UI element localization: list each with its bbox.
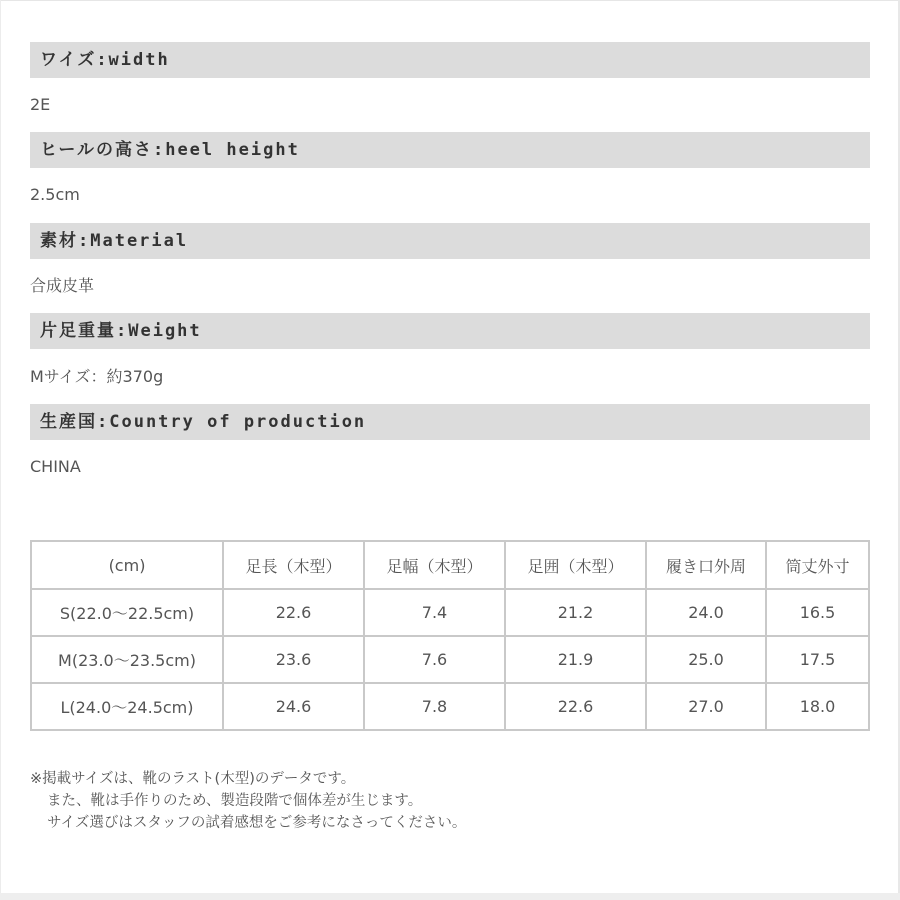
size-table-cell: 27.0: [647, 684, 767, 729]
spec-header-country: 生産国:Country of production: [30, 404, 870, 440]
size-table-header-cell: 足幅（木型）: [365, 542, 506, 590]
spec-header-heel-height: ヒールの高さ:heel height: [30, 132, 870, 168]
frame-bottom-strip: [0, 893, 900, 900]
size-label-cell: S(22.0～22.5cm): [32, 590, 224, 637]
spec-value-material: 合成皮革: [30, 276, 95, 295]
size-table-row: [32, 684, 868, 729]
size-table-cell: 21.2: [506, 590, 647, 637]
size-table-header-cell: (cm): [32, 542, 224, 590]
size-table-header-row: [32, 542, 868, 590]
frame-left-border: [0, 0, 1, 900]
spec-header-material: 素材:Material: [30, 223, 870, 259]
size-table-cell: 22.6: [506, 684, 647, 729]
size-table-cell: 16.5: [767, 590, 868, 637]
size-label-cell: L(24.0～24.5cm): [32, 684, 224, 729]
size-table-cell: 24.6: [224, 684, 365, 729]
note-line: また、靴は手作りのため、製造段階で個体差が生じます。: [47, 793, 423, 809]
size-table-cell: 24.0: [647, 590, 767, 637]
size-notes: [30, 768, 466, 834]
spec-value-weight: Mサイズ：約370g: [30, 367, 164, 386]
size-table-cell: 25.0: [647, 637, 767, 684]
note-line: ※掲載サイズは、靴のラスト(木型)のデータです。: [30, 771, 356, 787]
size-table-header-cell: 履き口外周: [647, 542, 767, 590]
size-table-cell: 18.0: [799, 697, 836, 716]
size-table-cell: 7.4: [365, 590, 506, 637]
note-line: サイズ選びはスタッフの試着感想をご参考になさってください。: [47, 815, 467, 831]
spec-header-width: ワイズ:width: [30, 42, 870, 78]
size-table-cell: 21.9: [506, 637, 647, 684]
size-table-row: [32, 637, 868, 684]
size-table-cell: 17.5: [767, 637, 868, 684]
size-table-cell: 7.6: [365, 637, 506, 684]
size-table-cell: 7.8: [365, 684, 506, 729]
size-table-header-cell: 筒丈外寸: [767, 542, 868, 590]
size-table: [30, 540, 870, 731]
size-table-row: [32, 590, 868, 637]
size-table-header-cell: 足囲（木型）: [506, 542, 647, 590]
size-table-cell: 23.6: [224, 637, 365, 684]
spec-value-heel-height: 2.5cm: [30, 185, 80, 204]
spec-value-country: CHINA: [30, 457, 81, 476]
spec-value-width: 2E: [30, 95, 51, 114]
frame-top-border: [0, 0, 900, 1]
size-table-header-cell: 足長（木型）: [224, 542, 365, 590]
size-table-cell: 22.6: [224, 590, 365, 637]
size-label-cell: M(23.0～23.5cm): [32, 637, 224, 684]
spec-header-weight: 片足重量:Weight: [30, 313, 870, 349]
